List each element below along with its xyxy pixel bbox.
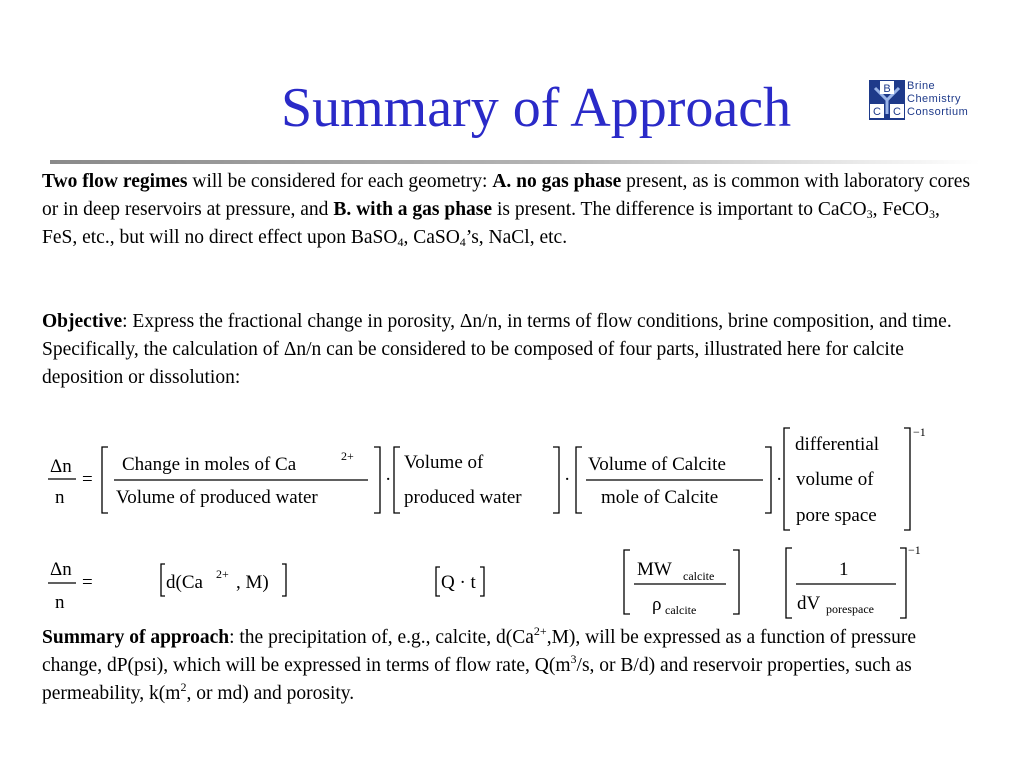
text: ,M), will be expressed as a function of pressure change, dP(psi), which will be expressed in terms of flow rate, Q(m [42,627,917,676]
text: , FeCO [872,199,929,220]
subscript: 4 [459,235,466,249]
eq2-term1-b: , M) [236,572,269,593]
eq2-term2: Q · t [441,572,476,593]
eq2-lhs-denominator: n [55,592,65,613]
text: , CaSO [403,227,460,248]
eq1-factor4-line2: volume of [796,469,874,490]
eq2-term1-superscript: 2+ [216,567,229,581]
flow-regimes-term: Two flow regimes [42,171,188,192]
eq2-term1-a: d(Ca [166,572,203,593]
text: , or md) and porosity. [186,683,355,704]
eq2-term4-numerator: 1 [839,559,849,580]
logo-letter-c1: C [873,106,881,118]
subscript: 3 [866,207,873,221]
eq1-factor3-denominator: mole of Calcite [601,487,719,508]
logo-word-chemistry: Chemistry [907,93,962,105]
logo-letter-c2: C [893,106,901,118]
regime-a-label: A. no gas phase [492,171,622,192]
eq1-factor3-numerator: Volume of Calcite [588,454,726,475]
equation-1 [48,425,926,530]
equation-2 [48,543,921,618]
logo-word-consortium: Consortium [907,106,969,118]
text: /s, or B/d) and reservoir properties, such as permeability, k(m [42,655,912,704]
eq1-dot-3: · [776,469,783,490]
eq1-lhs-denominator: n [55,487,65,508]
subscript: 4 [397,235,404,249]
eq2-lhs-numerator: Δn [50,559,72,580]
superscript: 2+ [533,624,547,638]
eq1-factor1-superscript: 2+ [341,449,354,463]
eq2-term4-denominator-subscript: porespace [826,602,874,616]
summary-paragraph [42,624,972,708]
eq1-factor2-line1: Volume of [404,452,484,473]
eq1-factor1-numerator: Change in moles of Ca [122,454,297,475]
regime-b-label: B. with a gas phase [333,199,493,220]
superscript: 3 [570,652,577,666]
subscript: 3 [928,207,935,221]
eq2-term3-denominator: ρ [652,594,662,615]
eq2-term3-numerator-subscript: calcite [683,569,715,583]
logo-letter-b: B [883,83,891,95]
eq1-factor1-denominator: Volume of produced water [116,487,318,508]
page-title: Summary of Approach [280,77,792,139]
eq2-exponent: −1 [908,543,921,557]
eq1-dot-1: · [385,469,392,490]
superscript: 2 [180,680,187,694]
eq2-equals: = [82,572,93,593]
eq2-term3-denominator-subscript: calcite [665,603,697,617]
text: , FeS, etc., but will no direct effect upon BaSO [42,199,940,248]
text: : the precipitation of, e.g., calcite, d(Ca [229,627,534,648]
summary-term: Summary of approach [42,627,230,648]
eq1-equals: = [82,469,93,490]
eq2-term4-denominator: dV [797,593,821,614]
eq1-lhs-numerator: Δn [50,456,72,477]
text: ’s, NaCl, etc. [465,227,568,248]
text: present, as is common with laboratory cores or in deep reservoirs at pressure, and [42,171,971,220]
eq1-factor4-line3: pore space [796,505,877,526]
text: is present. The difference is important to CaCO [492,199,867,220]
eq1-factor4-line1: differential [795,434,880,455]
eq1-dot-2: · [564,469,571,490]
logo-word-brine: Brine [907,80,936,92]
eq1-exponent: −1 [913,425,926,439]
text: : Express the fractional change in porosity, Δn/n, in terms of flow conditions, brine composition, and time. Specifically, the calculation of Δn/n can be considered to be composed of four parts, illustrated here for calcite deposition or dissolution: [42,311,952,388]
eq2-term3-numerator: MW [637,559,672,580]
eq1-factor2-line2: produced water [404,487,522,508]
objective-term: Objective [42,311,123,332]
text: will be considered for each geometry: [187,171,493,192]
